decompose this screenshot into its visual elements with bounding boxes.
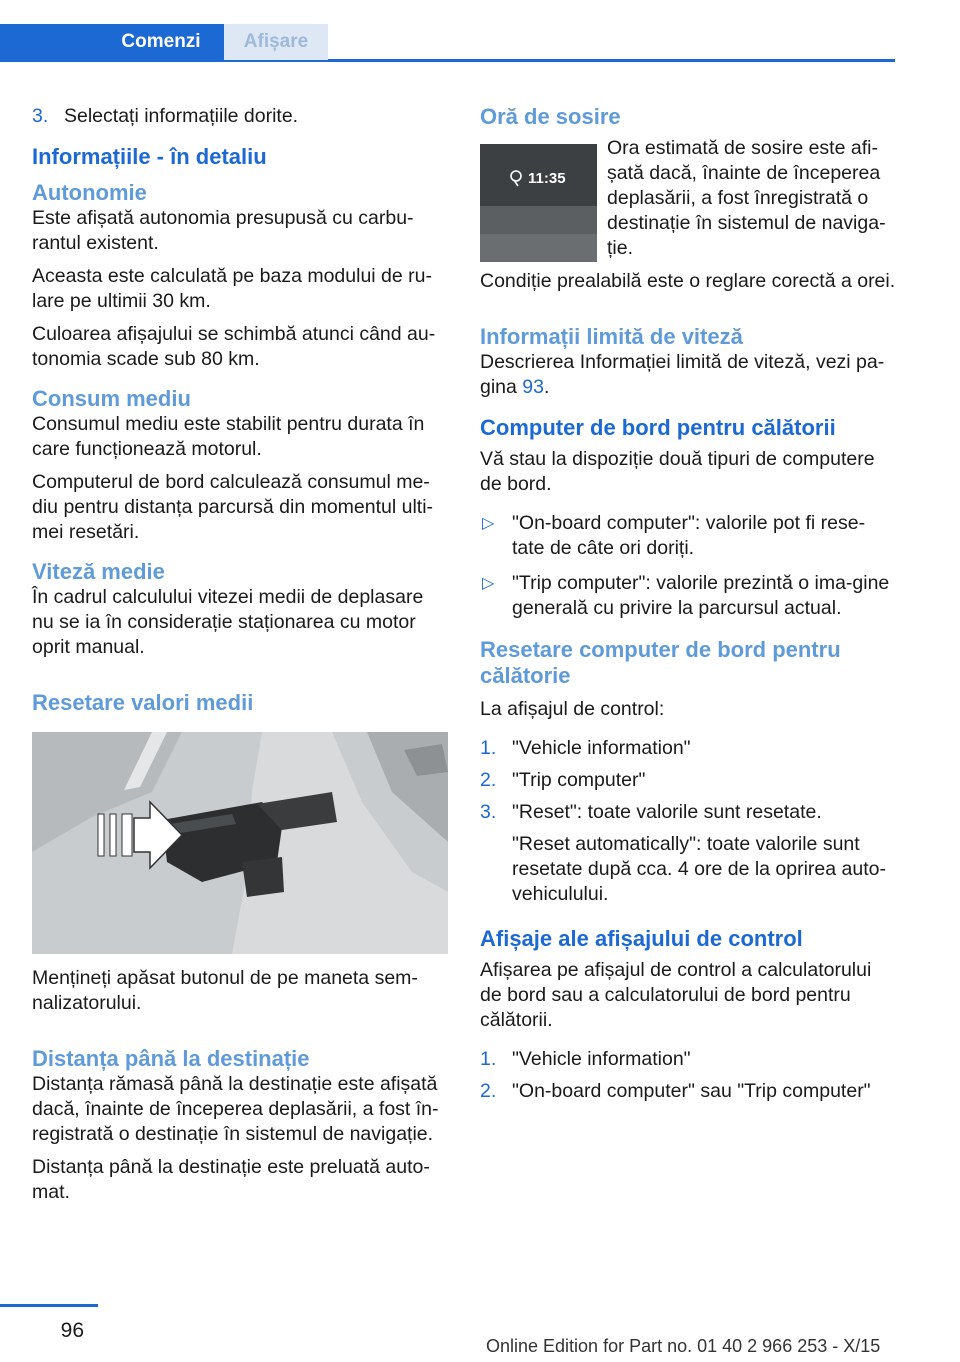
tab-comenzi[interactable]: Comenzi [98, 24, 224, 60]
step-number: 3. [32, 105, 49, 127]
paragraph: Distanța rămasă până la destinație este afișată dacă, înainte de începerea deplasării, a fost în-registrată o destinație în sistemul de navigație. [32, 1073, 439, 1145]
section-tabs [0, 24, 895, 62]
bullet-text: "On-board computer": valorile pot fi rese-tate de câte ori doriți. [512, 512, 866, 559]
paragraph: Ora estimată de sosire este afi-șată dacă, înainte de începerea deplasării, a fost înregistrată o destinație în sistemul de naviga-ție. [607, 137, 886, 259]
page-reference-link[interactable]: 93 [522, 376, 544, 398]
lever-drawing [32, 732, 448, 954]
arrival-time-display-illustration [480, 144, 597, 262]
paragraph: Este afișată autonomia presupusă cu carbu-rantul existent. [32, 207, 414, 254]
step-text: "Vehicle information" [512, 1048, 691, 1070]
triangle-bullet-icon: ▷ [482, 575, 495, 592]
paragraph: Vă stau la dispoziție două tipuri de computere de bord. [480, 448, 875, 495]
paragraph: Afișarea pe afișajul de control a calculatorului de bord sau a calculatorului de bord pentru călătorii. [480, 959, 872, 1031]
heading-resetare-valori-medii: Resetare valori medii [32, 690, 254, 715]
heading-informatiile-in-detaliu: Informațiile - în detaliu [32, 144, 267, 169]
footer-rule [0, 1304, 98, 1307]
paragraph: Computerul de bord calculează consumul me-diu pentru distanța parcursă din momentul ulti-mei resetări. [32, 471, 434, 543]
paragraph: Culoarea afișajului se schimbă atunci când au-tonomia scade sub 80 km. [32, 323, 436, 370]
heading-afisaje-ale-afisajului-de-control: Afișaje ale afișajului de control [480, 926, 803, 951]
heading-computer-de-bord-pentru-calatorii: Computer de bord pentru călătorii [480, 415, 836, 440]
edition-info: Online Edition for Part no. 01 40 2 966 253 - X/15 [486, 1336, 881, 1356]
step-number: 3. [480, 801, 497, 823]
heading-viteza-medie: Viteză medie [32, 559, 165, 584]
paragraph: Distanța până la destinație este preluată auto-mat. [32, 1156, 430, 1203]
paragraph: Mențineți apăsat butonul de pe maneta sem-nalizatorului. [32, 967, 418, 1014]
paragraph: Consumul mediu este stabilit pentru durata în care funcționează motorul. [32, 413, 425, 460]
step-3 [32, 104, 450, 129]
left-column [32, 104, 450, 1213]
step-item [480, 1079, 896, 1104]
step-text: "Trip computer" [512, 769, 646, 791]
right-column [480, 104, 896, 1111]
step-text: "Reset": toate valorile sunt resetate. [512, 801, 822, 823]
bullet-item [480, 511, 896, 561]
paragraph [480, 350, 896, 400]
bullet-item [480, 571, 896, 621]
turn-signal-lever-illustration [32, 732, 448, 954]
step-number: 1. [480, 737, 497, 759]
paragraph: Aceasta este calculată pe baza modului de ru-lare pe ultimii 30 km. [32, 265, 432, 312]
step-item [480, 800, 896, 825]
heading-consum-mediu: Consum mediu [32, 386, 191, 411]
step-item [480, 1047, 896, 1072]
step-number: 2. [480, 769, 497, 791]
paragraph: La afișajul de control: [480, 698, 665, 720]
step-sub-note: "Reset automatically": toate valorile sunt resetate după cca. 4 ore de la oprirea auto-vehiculului. [512, 833, 886, 905]
step-number: 1. [480, 1048, 497, 1070]
step-text: "Vehicle information" [512, 737, 691, 759]
step-number: 2. [480, 1080, 497, 1102]
step-text: "On-board computer" sau "Trip computer" [512, 1080, 871, 1102]
bullet-text: "Trip computer": valorile prezintă o ima-gine generală cu privire la parcursul actual. [512, 572, 890, 619]
triangle-bullet-icon: ▷ [482, 515, 495, 532]
heading-distanta-pana-la-destinatie: Distanța până la destinație [32, 1046, 310, 1071]
text: . [544, 376, 550, 398]
tab-afisare[interactable]: Afișare [224, 24, 328, 60]
clock-display-drawing [480, 144, 597, 262]
step-item [480, 736, 896, 761]
heading-autonomie: Autonomie [32, 180, 147, 205]
text: Descrierea Informației limită de viteză, vezi pa-gina [480, 351, 885, 398]
heading-informatii-limita-de-viteza: Informații limită de viteză [480, 324, 743, 349]
section-ora-de-sosire [480, 104, 896, 261]
step-text: Selectați informațiile dorite. [64, 105, 299, 127]
paragraph: Condiție prealabilă este o reglare corectă a orei. [480, 270, 896, 292]
page-number: 96 [60, 1319, 84, 1342]
step-item [480, 768, 896, 793]
paragraph: În cadrul calculului vitezei medii de deplasare nu se ia în considerație staționarea cu motor oprit manual. [32, 586, 424, 658]
heading-ora-de-sosire: Oră de sosire [480, 104, 621, 129]
tab-accent-bar [0, 24, 98, 60]
heading-resetare-computer-de-bord: Resetare computer de bord pentru călătorie [480, 637, 841, 688]
arrival-time-value: 11:35 [528, 170, 566, 187]
